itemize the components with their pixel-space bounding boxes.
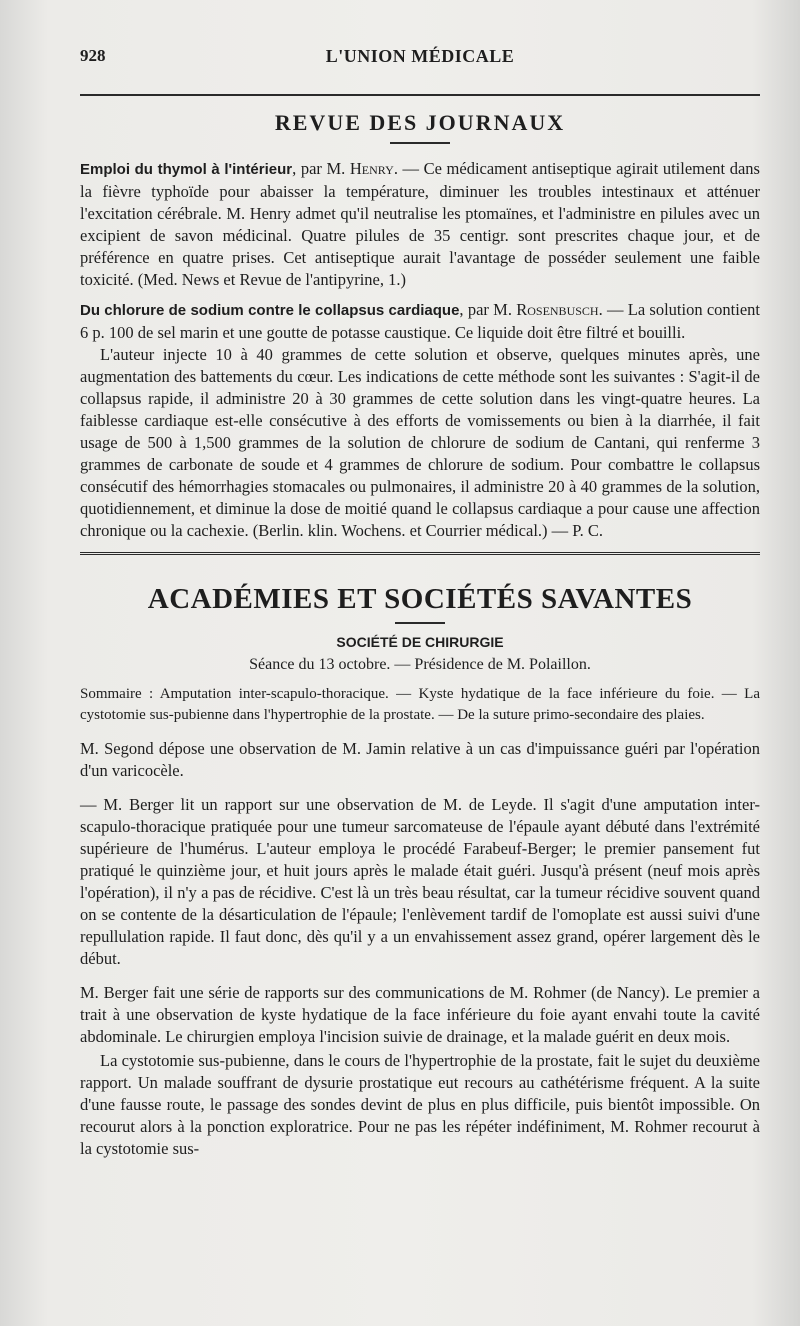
section-title-academies: ACADÉMIES ET SOCIÉTÉS SAVANTES xyxy=(147,583,693,615)
session-line: Séance du 13 octobre. — Présidence de M. Polaillon. xyxy=(249,656,591,673)
article-author: Rosenbusch xyxy=(516,300,599,319)
article-paragraph: Emploi du thymol à l'intérieur, par M. Henry. — Ce médicament antiseptique agirait utilement dans la fièvre typhoïde pour abaisser la température, diminuer les troubles intestinaux et atténuer l'excitation cérébrale. M. Henry admet qu'il neutralise les ptomaïnes, et l'administre en pilules avec un excipient de savon médicinal. Quatre pilules de 35 centigr. sont prescrites chaque jour, et de préférence en quatre prises. Cet antiseptique aurait l'avantage de posséder seulement une faible toxicité. (Med. News et Revue de l'antipyrine, 1.) xyxy=(80,159,760,289)
running-head xyxy=(80,40,760,74)
article-author: Henry xyxy=(349,159,394,178)
minutes-paragraph: — M. Berger lit un rapport sur une observation de M. de Leyde. Il s'agit d'une amputation inter-scapulo-thoracique pratiquée pour une tumeur sarcomateuse de l'épaule ayant débuté dans l'extrémité supérieure de l'humérus. L'auteur employa le procédé Farabeuf-Berger; le premier pansement fut pratiqué le quinzième jour, et huit jours après le malade était guéri. Jusqu'à présent (neuf mois après l'opération), il n'y a pas de récidive. C'est là un très beau résultat, car la tumeur récidive souvent quand on se contente de la désarticulation de l'épaule; l'enlèvement tardif de l'omoplate est aussi suivi d'une repullulation rapide. Il faut donc, dès qu'il y a un envahissement assez grand, opérer largement dès le début. xyxy=(80,795,760,968)
article-lead: Du chlorure de sodium contre le collapsus cardiaque xyxy=(80,302,460,319)
article-chlorure xyxy=(80,299,760,542)
journal-title: L'UNION MÉDICALE xyxy=(325,46,515,66)
page-number: 928 xyxy=(80,46,106,65)
article-paragraph: L'auteur injecte 10 à 40 grammes de cette solution et observe, quelques minutes après, une augmentation des battements du cœur. Les indications de cette méthode sont les suivantes : S'agit-il de collapsus rapide, il administre 20 à 30 grammes de cette solution dans les vingt-quatre heures. La faiblesse cardiaque est-elle consécutive à des efforts de vomissements ou bien à la diarrhée, il fait usage de 500 à 1,500 grammes de la solution de chlorure de sodium de Cantani, qui renferme 3 grammes de carbonate de soude et 4 grammes de chlorure de sodium. Pour combattre le collapsus consécutif des hémorrhagies stomacales ou pulmonaires, il administre 20 à 40 grammes de la solution, quotidiennement, et diminue la dose de moitié quand le collapsus cardiaque a pour cause une affection chronique ou la cachexie. (Berlin. klin. Wochens. et Courrier médical.) — P. C. xyxy=(80,345,760,540)
section-title-revue: REVUE DES JOURNAUX xyxy=(274,110,566,135)
article-lead: Emploi du thymol à l'intérieur xyxy=(80,161,293,178)
title-ornament-rule xyxy=(390,142,450,144)
minutes xyxy=(80,738,760,1160)
article-thymol xyxy=(80,158,760,291)
title-ornament-rule xyxy=(395,622,445,624)
minutes-paragraph: M. Berger fait une série de rapports sur des communications de M. Rohmer (de Nancy). Le premier a trait à une observation de kyste hydatique de la face inférieure du foie ayant envahi toute la cavité abdominale. Le chirurgien employa l'incision suivie de drainage, et la malade guérit en deux mois. xyxy=(80,983,760,1046)
minutes-paragraph: M. Segond dépose une observation de M. Jamin relative à un cas d'impuissance guéri par l'opération d'un varicocèle. xyxy=(80,739,760,780)
section-separator xyxy=(80,552,760,555)
header-rule xyxy=(80,94,760,96)
society-name: SOCIÉTÉ DE CHIRURGIE xyxy=(336,634,504,650)
summary: Sommaire : Amputation inter-scapulo-thoracique. — Kyste hydatique de la face inférieure du foie. — La cystotomie sus-pubienne dans l'hypertrophie de la prostate. — De la suture primo-secondaire des plaies. xyxy=(80,686,760,723)
minutes-paragraph: La cystotomie sus-pubienne, dans le cours de l'hypertrophie de la prostate, fait le sujet du deuxième rapport. Un malade souffrant de dysurie prostatique eut recours au cathétérisme fréquent. A la suite d'une fausse route, le passage des sondes devint de plus en plus difficile, puis bientôt impossible. On recourut alors à la ponction exploratrice. Pour ne pas les répéter indéfiniment, M. Rohmer recourut à la cystotomie sus- xyxy=(80,1051,760,1158)
article-paragraph: Du chlorure de sodium contre le collapsus cardiaque, par M. Rosenbusch. — La solution contient 6 p. 100 de sel marin et une goutte de potasse caustique. Ce liquide doit être filtré et bouilli. xyxy=(80,300,760,342)
